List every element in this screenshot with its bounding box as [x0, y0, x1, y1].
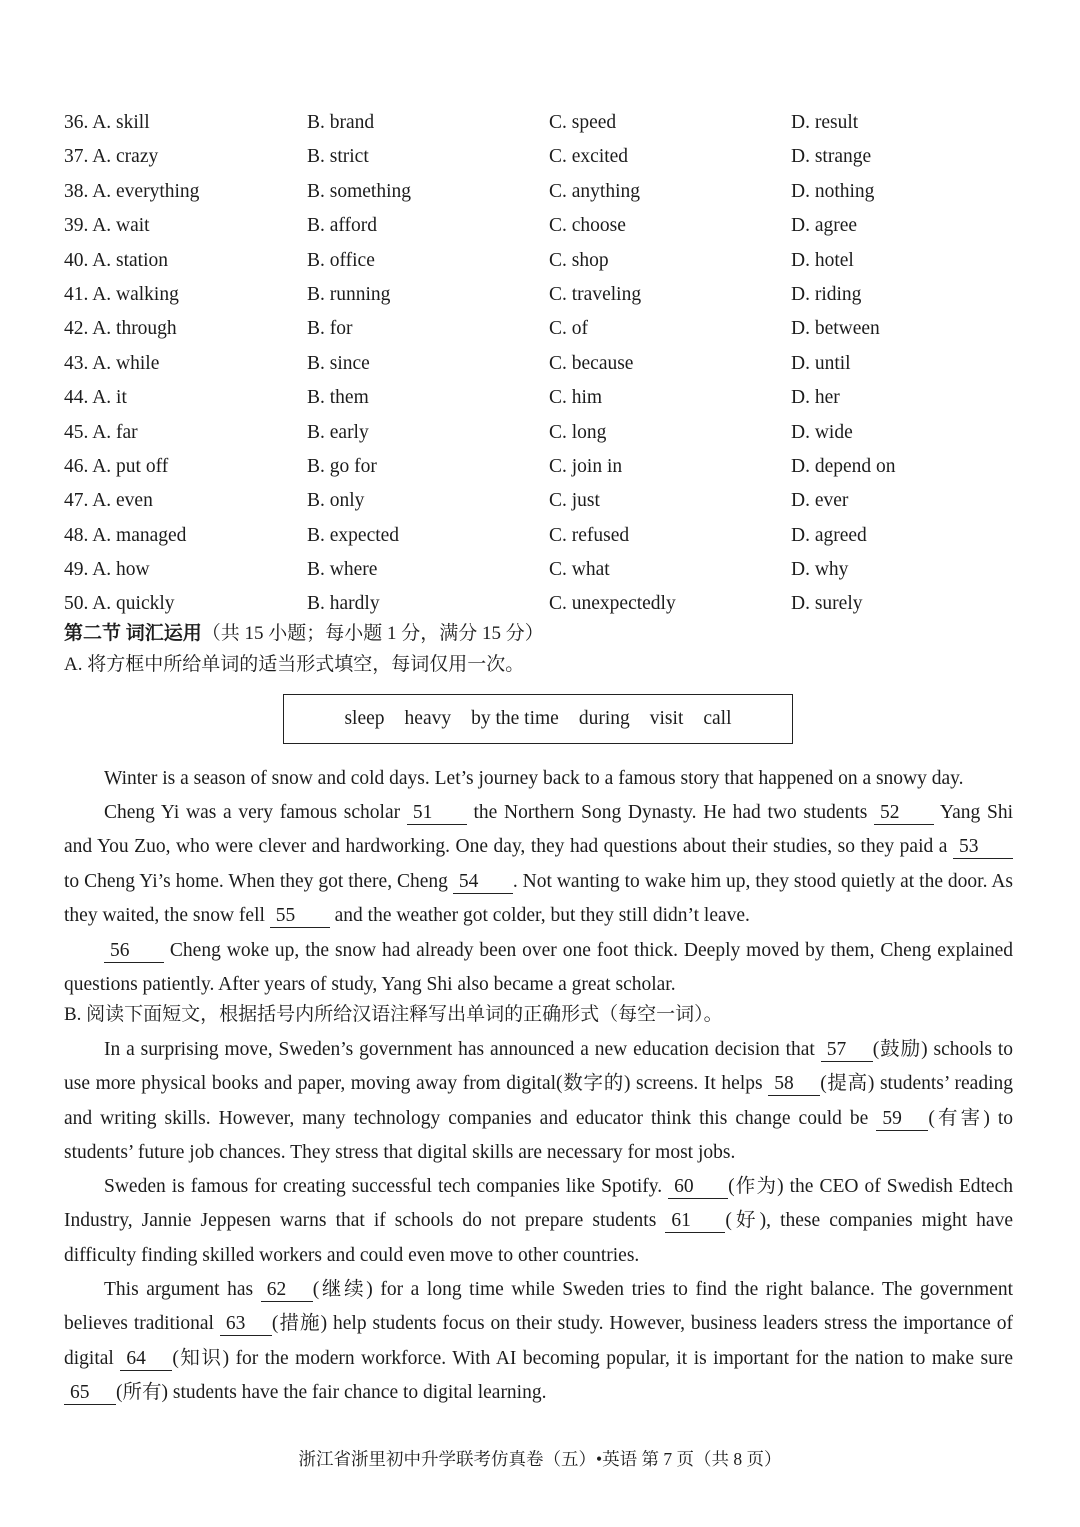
option-d: D. why: [791, 559, 849, 581]
choice-row: [64, 244, 1024, 278]
choice-row: [64, 484, 1024, 518]
option-d: D. until: [791, 352, 851, 374]
option-c: C. shop: [549, 249, 609, 271]
option-c: C. just: [549, 490, 600, 512]
option-c: C. unexpectedly: [549, 593, 676, 615]
option-b: B. strict: [307, 146, 369, 168]
answer-blank-53[interactable]: 53: [953, 836, 1013, 859]
option-d: D. surely: [791, 593, 863, 615]
option-d: D. wide: [791, 421, 853, 443]
answer-blank-65[interactable]: 65: [64, 1382, 116, 1405]
question-number: 45.: [64, 421, 89, 443]
question-number: 40.: [64, 249, 89, 271]
option-b: B. office: [307, 249, 375, 271]
instruction-a: A. 将方框中所给单词的适当形式填空，每词仅用一次。: [64, 654, 525, 675]
question-number: 41.: [64, 283, 89, 305]
option-d: D. strange: [791, 146, 872, 168]
question-number: 46.: [64, 455, 89, 477]
option-a: A. wait: [92, 215, 150, 237]
choice-row: [64, 587, 1024, 621]
option-d: D. her: [791, 387, 840, 409]
word-box-item: visit: [649, 708, 684, 729]
choice-row: [64, 278, 1024, 312]
answer-blank-59[interactable]: 59: [876, 1108, 928, 1131]
question-number: 42.: [64, 318, 89, 340]
section-note: （共 15 小题；每小题 1 分，满分 15 分）: [201, 623, 544, 644]
option-a: A. station: [92, 249, 169, 271]
answer-blank-51[interactable]: 51: [407, 802, 467, 825]
question-number: 38.: [64, 180, 89, 202]
question-number: 48.: [64, 524, 89, 546]
option-a: A. skill: [92, 112, 150, 133]
word-box-item: by the time: [471, 708, 559, 729]
option-b: B. hardly: [307, 593, 380, 615]
choice-row: [64, 140, 1024, 174]
option-a: A. crazy: [92, 146, 159, 168]
choice-row: [64, 381, 1024, 415]
word-box: [283, 694, 793, 744]
option-b: B. go for: [307, 455, 377, 477]
passage-a-paragraph-2: Cheng Yi was a very famous scholar 51 the Northern Song Dynasty. He had two students 52 Yang Shi and You Zuo, who were clever and hardworking. One day, they had questions about their studies, so they paid a 53 to Cheng Yi’s home. When they got there, Cheng 54 . Not wanting to wake him up, they stood quietly at the door. As they waited, the snow fell 55 and the weather got colder, but they still didn’t leave.: [64, 802, 1013, 927]
option-b: B. them: [307, 387, 369, 409]
option-a: A. it: [92, 387, 127, 409]
answer-blank-61[interactable]: 61: [665, 1210, 725, 1233]
question-number: 36.: [64, 112, 89, 133]
option-c: C. of: [549, 318, 588, 340]
answer-blank-54[interactable]: 54: [453, 871, 513, 894]
page-footer: 浙江省浙里初中升学联考仿真卷（五）•英语 第 7 页（共 8 页）: [298, 1449, 782, 1469]
question-number: 37.: [64, 146, 89, 168]
word-box-item: during: [578, 708, 630, 729]
option-c: C. traveling: [549, 283, 642, 305]
option-a: A. while: [92, 352, 160, 374]
option-a: A. put off: [92, 455, 169, 477]
answer-blank-62[interactable]: 62: [261, 1279, 313, 1302]
option-c: C. speed: [549, 112, 617, 133]
answer-blank-52[interactable]: 52: [874, 802, 934, 825]
option-b: B. afford: [307, 215, 378, 237]
option-a: A. far: [92, 421, 138, 443]
answer-blank-55[interactable]: 55: [270, 905, 330, 928]
choice-row: [64, 312, 1024, 346]
choice-row: [64, 106, 1024, 140]
question-number: 44.: [64, 387, 89, 409]
choice-list: [64, 106, 1024, 622]
answer-blank-57[interactable]: 57: [821, 1039, 873, 1062]
option-c: C. him: [549, 387, 603, 409]
word-box-item: sleep: [344, 708, 385, 729]
option-d: D. hotel: [791, 249, 854, 271]
choice-row: [64, 347, 1024, 381]
choice-row: [64, 175, 1024, 209]
answer-blank-58[interactable]: 58: [768, 1073, 820, 1096]
option-b: B. expected: [307, 524, 400, 546]
section-title: 第二节 词汇运用: [64, 623, 202, 644]
option-d: D. ever: [791, 490, 849, 512]
word-box-item: heavy: [404, 708, 452, 729]
option-a: A. through: [92, 318, 177, 340]
option-c: C. choose: [549, 215, 626, 237]
option-d: D. agreed: [791, 524, 867, 546]
passage-b-paragraph-1: In a surprising move, Sweden’s government has announced a new education decision that 57 (鼓励) schools to use more physical books and paper, moving away from digital(数字的) screens. It helps 58 (提高) students’ reading and writing skills. However, many technology companies and educator think this change could be 59 (有害) to students’ future job chances. They stress that digital skills are necessary for most jobs.: [64, 1039, 1014, 1164]
option-d: D. result: [791, 112, 859, 133]
question-number: 39.: [64, 215, 89, 237]
option-b: B. for: [307, 318, 353, 340]
instruction-b: B. 阅读下面短文，根据括号内所给汉语注释写出单词的正确形式（每空一词）。: [64, 1004, 723, 1025]
option-c: C. refused: [549, 524, 630, 546]
option-d: D. nothing: [791, 180, 875, 202]
choice-row: [64, 519, 1024, 553]
question-number: 43.: [64, 352, 89, 374]
question-number: 47.: [64, 490, 89, 512]
option-c: C. what: [549, 559, 610, 581]
passage-b-paragraph-2: Sweden is famous for creating successful tech companies like Spotify. 60 (作为) the CEO of Swedish Edtech Industry, Jannie Jeppesen warns that if schools do not prepare students 61 (好), these companies might have difficulty finding skilled workers and could even move to other countries.: [64, 1176, 1013, 1266]
option-a: A. even: [92, 490, 153, 512]
option-c: C. anything: [549, 180, 640, 202]
question-number: 50.: [64, 593, 89, 615]
option-b: B. early: [307, 421, 369, 443]
option-c: C. because: [549, 352, 634, 374]
option-c: C. long: [549, 421, 607, 443]
option-a: A. managed: [92, 524, 187, 546]
option-a: A. everything: [92, 180, 200, 202]
option-c: C. join in: [549, 455, 623, 477]
option-d: D. between: [791, 318, 880, 340]
option-b: B. something: [307, 180, 412, 202]
option-b: B. where: [307, 559, 378, 581]
choice-row: [64, 416, 1024, 450]
passage-a-paragraph-3: 56 Cheng woke up, the snow had already been over one foot thick. Deeply moved by them, Cheng explained questions patiently. After years of study, Yang Shi also became a great scholar.: [64, 940, 1013, 996]
section-heading: [64, 620, 544, 648]
answer-blank-64[interactable]: 64: [120, 1348, 172, 1371]
choice-row: [64, 450, 1024, 484]
passage-a-paragraph-1: Winter is a season of snow and cold days. Let’s journey back to a famous story that happened on a snowy day.: [104, 768, 964, 789]
option-d: D. agree: [791, 215, 858, 237]
choice-row: [64, 553, 1024, 587]
option-a: A. quickly: [92, 593, 175, 615]
passage-b-paragraph-3: This argument has 62 (继续) for a long time while Sweden tries to find the right balance. The government believes traditional 63 (措施) help students focus on their study. However, business leaders stress the importance of digital 64 (知识) for the modern workforce. With AI becoming popular, it is important for the nation to make sure 65 (所有) students have the fair chance to digital learning.: [64, 1279, 1014, 1404]
option-b: B. brand: [307, 112, 375, 133]
word-box-item: call: [703, 708, 732, 729]
option-a: A. walking: [92, 283, 179, 305]
option-d: D. riding: [791, 283, 862, 305]
option-d: D. depend on: [791, 455, 896, 477]
option-c: C. excited: [549, 146, 629, 168]
answer-blank-56[interactable]: 56: [104, 940, 164, 963]
option-b: B. running: [307, 283, 391, 305]
choice-row: [64, 209, 1024, 243]
answer-blank-63[interactable]: 63: [220, 1313, 272, 1336]
option-b: B. since: [307, 352, 370, 374]
question-number: 49.: [64, 559, 89, 581]
answer-blank-60[interactable]: 60: [668, 1176, 728, 1199]
option-b: B. only: [307, 490, 365, 512]
option-a: A. how: [92, 559, 150, 581]
